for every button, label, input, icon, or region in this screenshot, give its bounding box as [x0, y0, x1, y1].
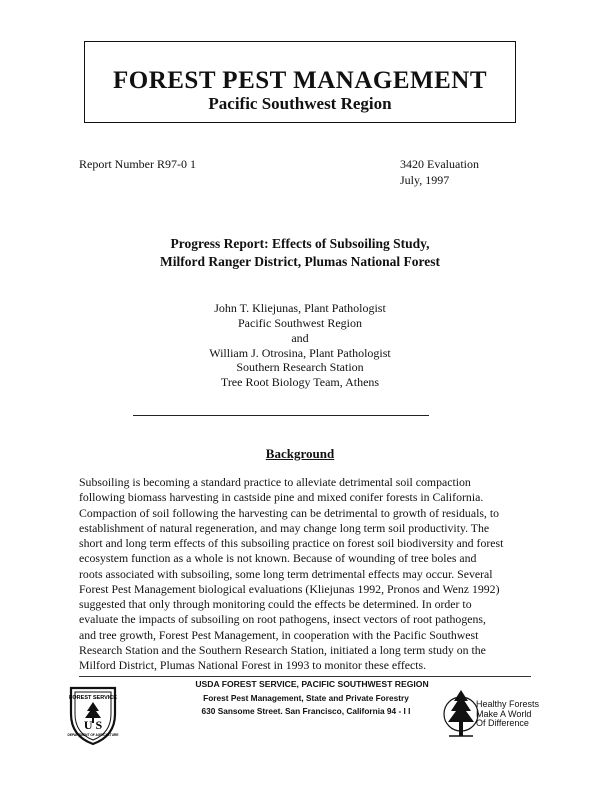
paragraph-line: Subsoiling is becoming a standard practice to alleviate detrimental soil compaction — [79, 475, 471, 489]
author-line: Tree Root Biology Team, Athens — [220, 375, 380, 389]
paragraph-line: Research Station and the Southern Research Station, initiated a long term study on the — [79, 642, 486, 657]
author-line: William J. Otrosina, Plant Pathologist — [209, 346, 391, 360]
report-number: Report Number R97-0 1 — [79, 157, 196, 171]
paragraph-line: establishment of natural regeneration, and may change long term soil productivity. The — [79, 520, 490, 535]
paragraph-line: roots associated with subsoiling, some long term detrimental effects may occur. Several — [79, 566, 493, 581]
footer-divider — [79, 676, 531, 677]
shield-bottom-text: DEPARTMENT OF AGRICULTURE — [67, 733, 119, 737]
report-title-line-2: Milford Ranger District, Plumas National Forest — [160, 254, 440, 269]
author-line: John T. Kliejunas, Plant Pathologist — [214, 301, 386, 315]
footer-address: 630 Sansome Street. San Francisco, California 94 - I I — [201, 706, 411, 716]
author-line: Pacific Southwest Region — [238, 316, 362, 330]
region-subtitle: Pacific Southwest Region — [208, 94, 392, 113]
section-heading: Background — [265, 446, 335, 461]
healthy-forests-tree-icon — [441, 684, 481, 744]
shield-letters: U S — [83, 718, 103, 732]
shield-top-text: FOREST SERVICE — [69, 695, 117, 701]
report-code: 3420 Evaluation — [400, 157, 479, 171]
paragraph-line: Forest Pest Management biological evaluations (Kliejunas 1992, Pronos and Wenz 1992) — [79, 581, 500, 596]
divider — [133, 415, 429, 416]
paragraph-line: following biomass harvesting in castside pine and mixed conifer forests in California. — [79, 490, 484, 505]
paragraph-line: Compaction of soil following the harvesting can be detrimental to growth of residuals, to — [79, 505, 500, 520]
report-title-line-1: Progress Report: Effects of Subsoiling Study, — [170, 236, 430, 251]
footer-division: Forest Pest Management, State and Private Forestry — [203, 693, 409, 703]
author-line: and — [291, 331, 309, 345]
author-line: Southern Research Station — [236, 360, 364, 374]
paragraph-line: evaluate the impacts of subsoiling on root pathogens, insect vectors of root pathogens, — [79, 612, 486, 627]
background-paragraph — [79, 475, 531, 673]
slogan-line: Make A World — [476, 708, 532, 719]
slogan-line: Of Difference — [476, 718, 529, 728]
page-title: FOREST PEST MANAGEMENT — [112, 67, 488, 94]
paragraph-line: short and long term effects of this subsoiling practice on forest soil biodiversity and forest — [79, 536, 504, 550]
report-date: July, 1997 — [400, 173, 450, 187]
footer-agency: USDA FOREST SERVICE, PACIFIC SOUTHWEST REGION — [195, 679, 429, 689]
paragraph-line: Milford District, Plumas National Forest in 1993 to monitor these effects. — [79, 658, 427, 672]
slogan-text — [476, 700, 539, 729]
paragraph-line: and tree growth, Forest Pest Management, in cooperation with the Pacific Southwest — [79, 627, 479, 642]
paragraph-line: suggested that only through monitoring could the effects be determined. In order to — [79, 597, 472, 611]
paragraph-line: ecosystem function as a whole is not known. Because of wounding of tree boles and — [79, 551, 477, 566]
slogan-line: Healthy Forests — [476, 699, 540, 709]
